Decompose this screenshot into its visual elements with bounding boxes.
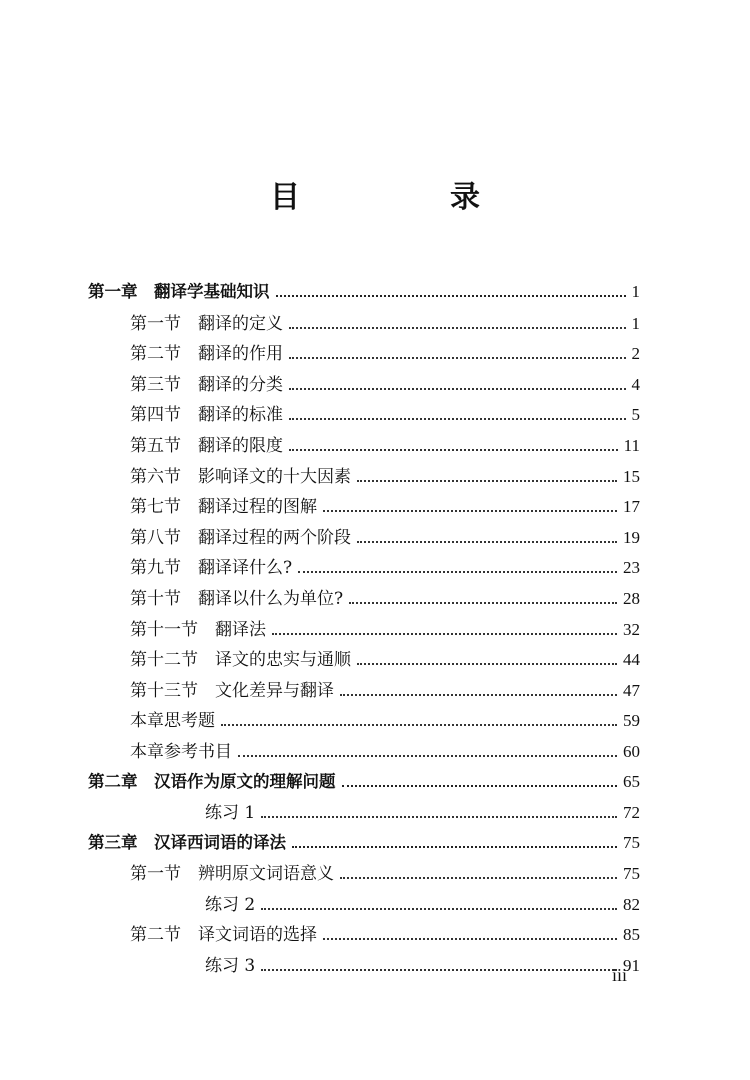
toc-entry-label: 本章思考题 <box>130 711 215 732</box>
toc-entry-page: 44 <box>623 650 640 670</box>
toc-entry-page: 2 <box>631 344 640 364</box>
toc-entry-label: 第三节 翻译的分类 <box>130 374 283 395</box>
toc-section-entry <box>88 859 640 890</box>
dot-leader <box>238 755 617 757</box>
toc-entry-label: 第一节 翻译的定义 <box>130 313 283 334</box>
dot-leader <box>289 327 626 329</box>
toc-entry-page: 4 <box>631 374 640 394</box>
toc-entry-page: 17 <box>623 497 640 517</box>
toc-entry-page: 75 <box>623 864 640 884</box>
dot-leader <box>289 357 626 359</box>
toc-section-entry <box>88 309 640 340</box>
toc-entry-page: 1 <box>631 313 640 333</box>
toc-entry-page: 1 <box>631 282 640 301</box>
toc-exercise-entry <box>88 951 640 982</box>
toc-chapter-entry <box>88 829 640 860</box>
toc-exercise-entry <box>88 798 640 829</box>
toc-entry-label: 第十节 翻译以什么为单位? <box>130 588 344 609</box>
toc-section-entry <box>88 584 640 615</box>
toc-entry-page: 15 <box>623 466 640 486</box>
toc-entry-label: 练习 2 <box>205 894 256 915</box>
toc-entry-label: 练习 3 <box>205 956 256 977</box>
dot-leader <box>298 571 617 573</box>
toc-entry-page: 32 <box>623 619 640 639</box>
toc-entry-page: 5 <box>631 405 640 425</box>
toc-entry-label: 第三章 汉译西词语的译法 <box>88 832 286 852</box>
toc-section-entry <box>88 370 640 401</box>
dot-leader <box>340 694 617 696</box>
toc-entry-label: 第四节 翻译的标准 <box>130 405 283 426</box>
toc-section-entry <box>88 645 640 676</box>
dot-leader <box>340 877 617 879</box>
toc-entry-label: 第九节 翻译译什么? <box>130 558 293 579</box>
toc-section-entry <box>88 523 640 554</box>
toc-entry-label: 第二节 翻译的作用 <box>130 344 283 365</box>
toc-entry-label: 第二节 译文词语的选择 <box>130 925 317 946</box>
toc-entry-page: 75 <box>623 832 640 852</box>
toc-entry-page: 85 <box>623 925 640 945</box>
dot-leader <box>272 633 617 635</box>
toc-section-entry <box>88 615 640 646</box>
toc-entry-label: 第二章 汉语作为原文的理解问题 <box>88 771 336 791</box>
dot-leader <box>221 724 617 726</box>
dot-leader <box>261 969 617 971</box>
toc-entry-label: 第五节 翻译的限度 <box>130 435 283 456</box>
toc-entry-label: 第七节 翻译过程的图解 <box>130 497 317 518</box>
toc-entry-page: 28 <box>623 588 640 608</box>
dot-leader <box>289 418 626 420</box>
dot-leader <box>323 510 617 512</box>
toc-section-entry <box>88 339 640 370</box>
toc-chapter-entry <box>88 278 640 309</box>
toc-section-entry <box>88 553 640 584</box>
toc-entry-page: 60 <box>623 741 640 761</box>
dot-leader <box>261 908 617 910</box>
toc-entry-label: 本章参考书目 <box>130 741 232 762</box>
page-number: iii <box>612 965 628 985</box>
toc-entry-label: 第一章 翻译学基础知识 <box>88 282 270 301</box>
dot-leader <box>323 938 617 940</box>
dot-leader <box>261 816 617 818</box>
toc-entry-page: 82 <box>623 894 640 914</box>
dot-leader <box>292 846 617 848</box>
toc-entry-page: 72 <box>623 803 640 823</box>
toc-section-entry <box>88 737 640 768</box>
toc-section-entry <box>88 920 640 951</box>
toc-entry-page: 11 <box>623 435 640 455</box>
toc-section-entry <box>88 431 640 462</box>
toc-entry-page: 65 <box>623 771 640 791</box>
toc-section-entry <box>88 676 640 707</box>
dot-leader <box>276 295 626 297</box>
page-title: 目 录 <box>270 180 540 215</box>
toc-section-entry <box>88 492 640 523</box>
dot-leader <box>289 449 618 451</box>
toc-entry-label: 第十三节 文化差异与翻译 <box>130 680 334 701</box>
dot-leader <box>357 480 617 482</box>
toc-chapter-entry <box>88 768 640 799</box>
toc-entry-label: 第一节 辨明原文词语意义 <box>130 864 334 885</box>
dot-leader <box>349 602 617 604</box>
table-of-contents <box>88 278 640 982</box>
toc-entry-page: 59 <box>623 711 640 731</box>
toc-section-entry <box>88 706 640 737</box>
toc-entry-page: 19 <box>623 527 640 547</box>
dot-leader <box>342 785 618 787</box>
toc-entry-label: 第六节 影响译文的十大因素 <box>130 466 351 487</box>
dot-leader <box>357 541 617 543</box>
toc-exercise-entry <box>88 890 640 921</box>
dot-leader <box>357 663 617 665</box>
toc-section-entry <box>88 400 640 431</box>
toc-entry-label: 第十二节 译文的忠实与通顺 <box>130 650 351 671</box>
toc-entry-label: 第十一节 翻译法 <box>130 619 266 640</box>
dot-leader <box>289 388 626 390</box>
toc-entry-page: 47 <box>623 680 640 700</box>
toc-entry-page: 91 <box>623 956 640 976</box>
toc-entry-page: 23 <box>623 558 640 578</box>
toc-section-entry <box>88 462 640 493</box>
toc-entry-label: 第八节 翻译过程的两个阶段 <box>130 527 351 548</box>
toc-entry-label: 练习 1 <box>205 803 256 824</box>
